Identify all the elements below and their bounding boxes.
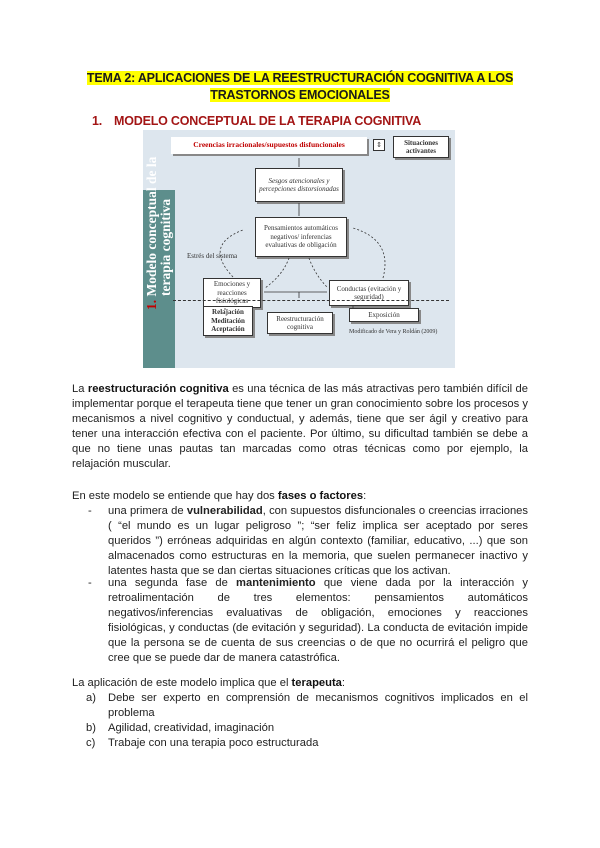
paragraph-phases: En este modelo se entiende que hay dos fases o factores: [72, 490, 367, 502]
paragraph-therapist: La aplicación de este modelo implica que el terapeuta: [72, 677, 346, 689]
diagram-caption: Modificado de Vera y Roldán (2009) [349, 329, 438, 335]
irrational-beliefs-box: Creencias irracionales/supuestos disfuncionales [171, 137, 367, 154]
bold-term: terapeuta [291, 677, 342, 689]
section-heading [92, 114, 421, 128]
title-line-1: TEMA 2: APLICACIONES DE LA REESTRUCTURACIÓN COGNITIVA A LOS [86, 71, 514, 85]
list-item-a: a) Debe ser experto en comprensión de mecanismos cognitivos implicados en el problema [86, 692, 528, 719]
document-title [0, 70, 600, 104]
paragraph-intro: La reestructuración cognitiva es una técnica de las más atractivas pero también difícil de implementar porque el terapeuta tiene que tener un gran conocimiento sobre los procesos y mecanismos a nivel cognitivo y conductual, y además, tiene que ser ágil y creativo para tener una interacción efectiva con el paciente. Por último, su dificultad también se debe a que no tiene unas pautas tan marcadas como otras técnicas como por ejemplo, la relajación muscular. [72, 383, 528, 470]
behaviors-box: Conductas (evitación y seguridad) [329, 280, 409, 306]
diagram-side-label: 1. Modelo conceptual de la terapia cognitiva [144, 156, 173, 310]
list-item-vulnerability: - una primera de vulnerabilidad, con supuestos disfuncionales o creencias irraciones ( “el mundo es un lugar peligroso ”; “ser feliz implica ser aceptado por seres queridos ”) erróneas adquiridas en algún contexto (familiar, educativo, ...) que son almacenados como estructuras en la memoria, que suelen permanecer inactivo y latentes hasta que se dan ciertas situaciones críticas que los activan. [88, 505, 528, 577]
exposure-box: Exposición [349, 308, 419, 322]
list-item-c: c) Trabaje con una terapia poco estructurada [86, 737, 319, 749]
bullet-dash: - [88, 505, 92, 517]
automatic-thoughts-box: Pensamientos automáticos negativos/ inferencias evaluativas de obligación [255, 217, 347, 257]
bold-term: reestructuración cognitiva [87, 383, 229, 395]
bold-term: fases o factores [277, 490, 364, 502]
conceptual-model-diagram [143, 130, 455, 368]
emotions-box: Emociones y reacciones fisiológicas [203, 278, 261, 308]
title-line-2: TRASTORNOS EMOCIONALES [210, 88, 390, 102]
system-stress-label: Estrés del sistema [187, 252, 238, 260]
section-title: MODELO CONCEPTUAL DE LA TERAPIA COGNITIVA [114, 114, 422, 128]
section-number: 1. [92, 114, 103, 128]
activating-situations-box: Situaciones activantes [393, 136, 449, 158]
bold-term: mantenimiento [236, 577, 316, 589]
bias-box: Sesgos atencionales y percepciones distorsionadas [255, 168, 343, 202]
bidirectional-arrow-icon: ⇕ [373, 139, 385, 151]
bold-term: vulnerabilidad [186, 505, 263, 517]
relaxation-box: Relajación Meditación Aceptación [203, 306, 253, 336]
list-item-maintenance: - una segunda fase de mantenimiento que viene dada por la interacción y retroalimentación de tres elementos: pensamientos automáticos negativos/inferencias evaluativas de obligación, emociones y reacciones fisiológicas, y conductas (de evitación y seguridad). La conducta de evitación impide que la persona se de cuenta de sus creencias o de que no ocurrirá el peligro que cree que se puede dar de manera catastrófica. [88, 577, 528, 664]
list-item-b: b) Agilidad, creatividad, imaginación [86, 722, 275, 734]
diagram-arrows [143, 130, 455, 368]
restructuring-box: Reestructuración cognitiva [267, 312, 333, 334]
bullet-dash: - [88, 577, 92, 589]
